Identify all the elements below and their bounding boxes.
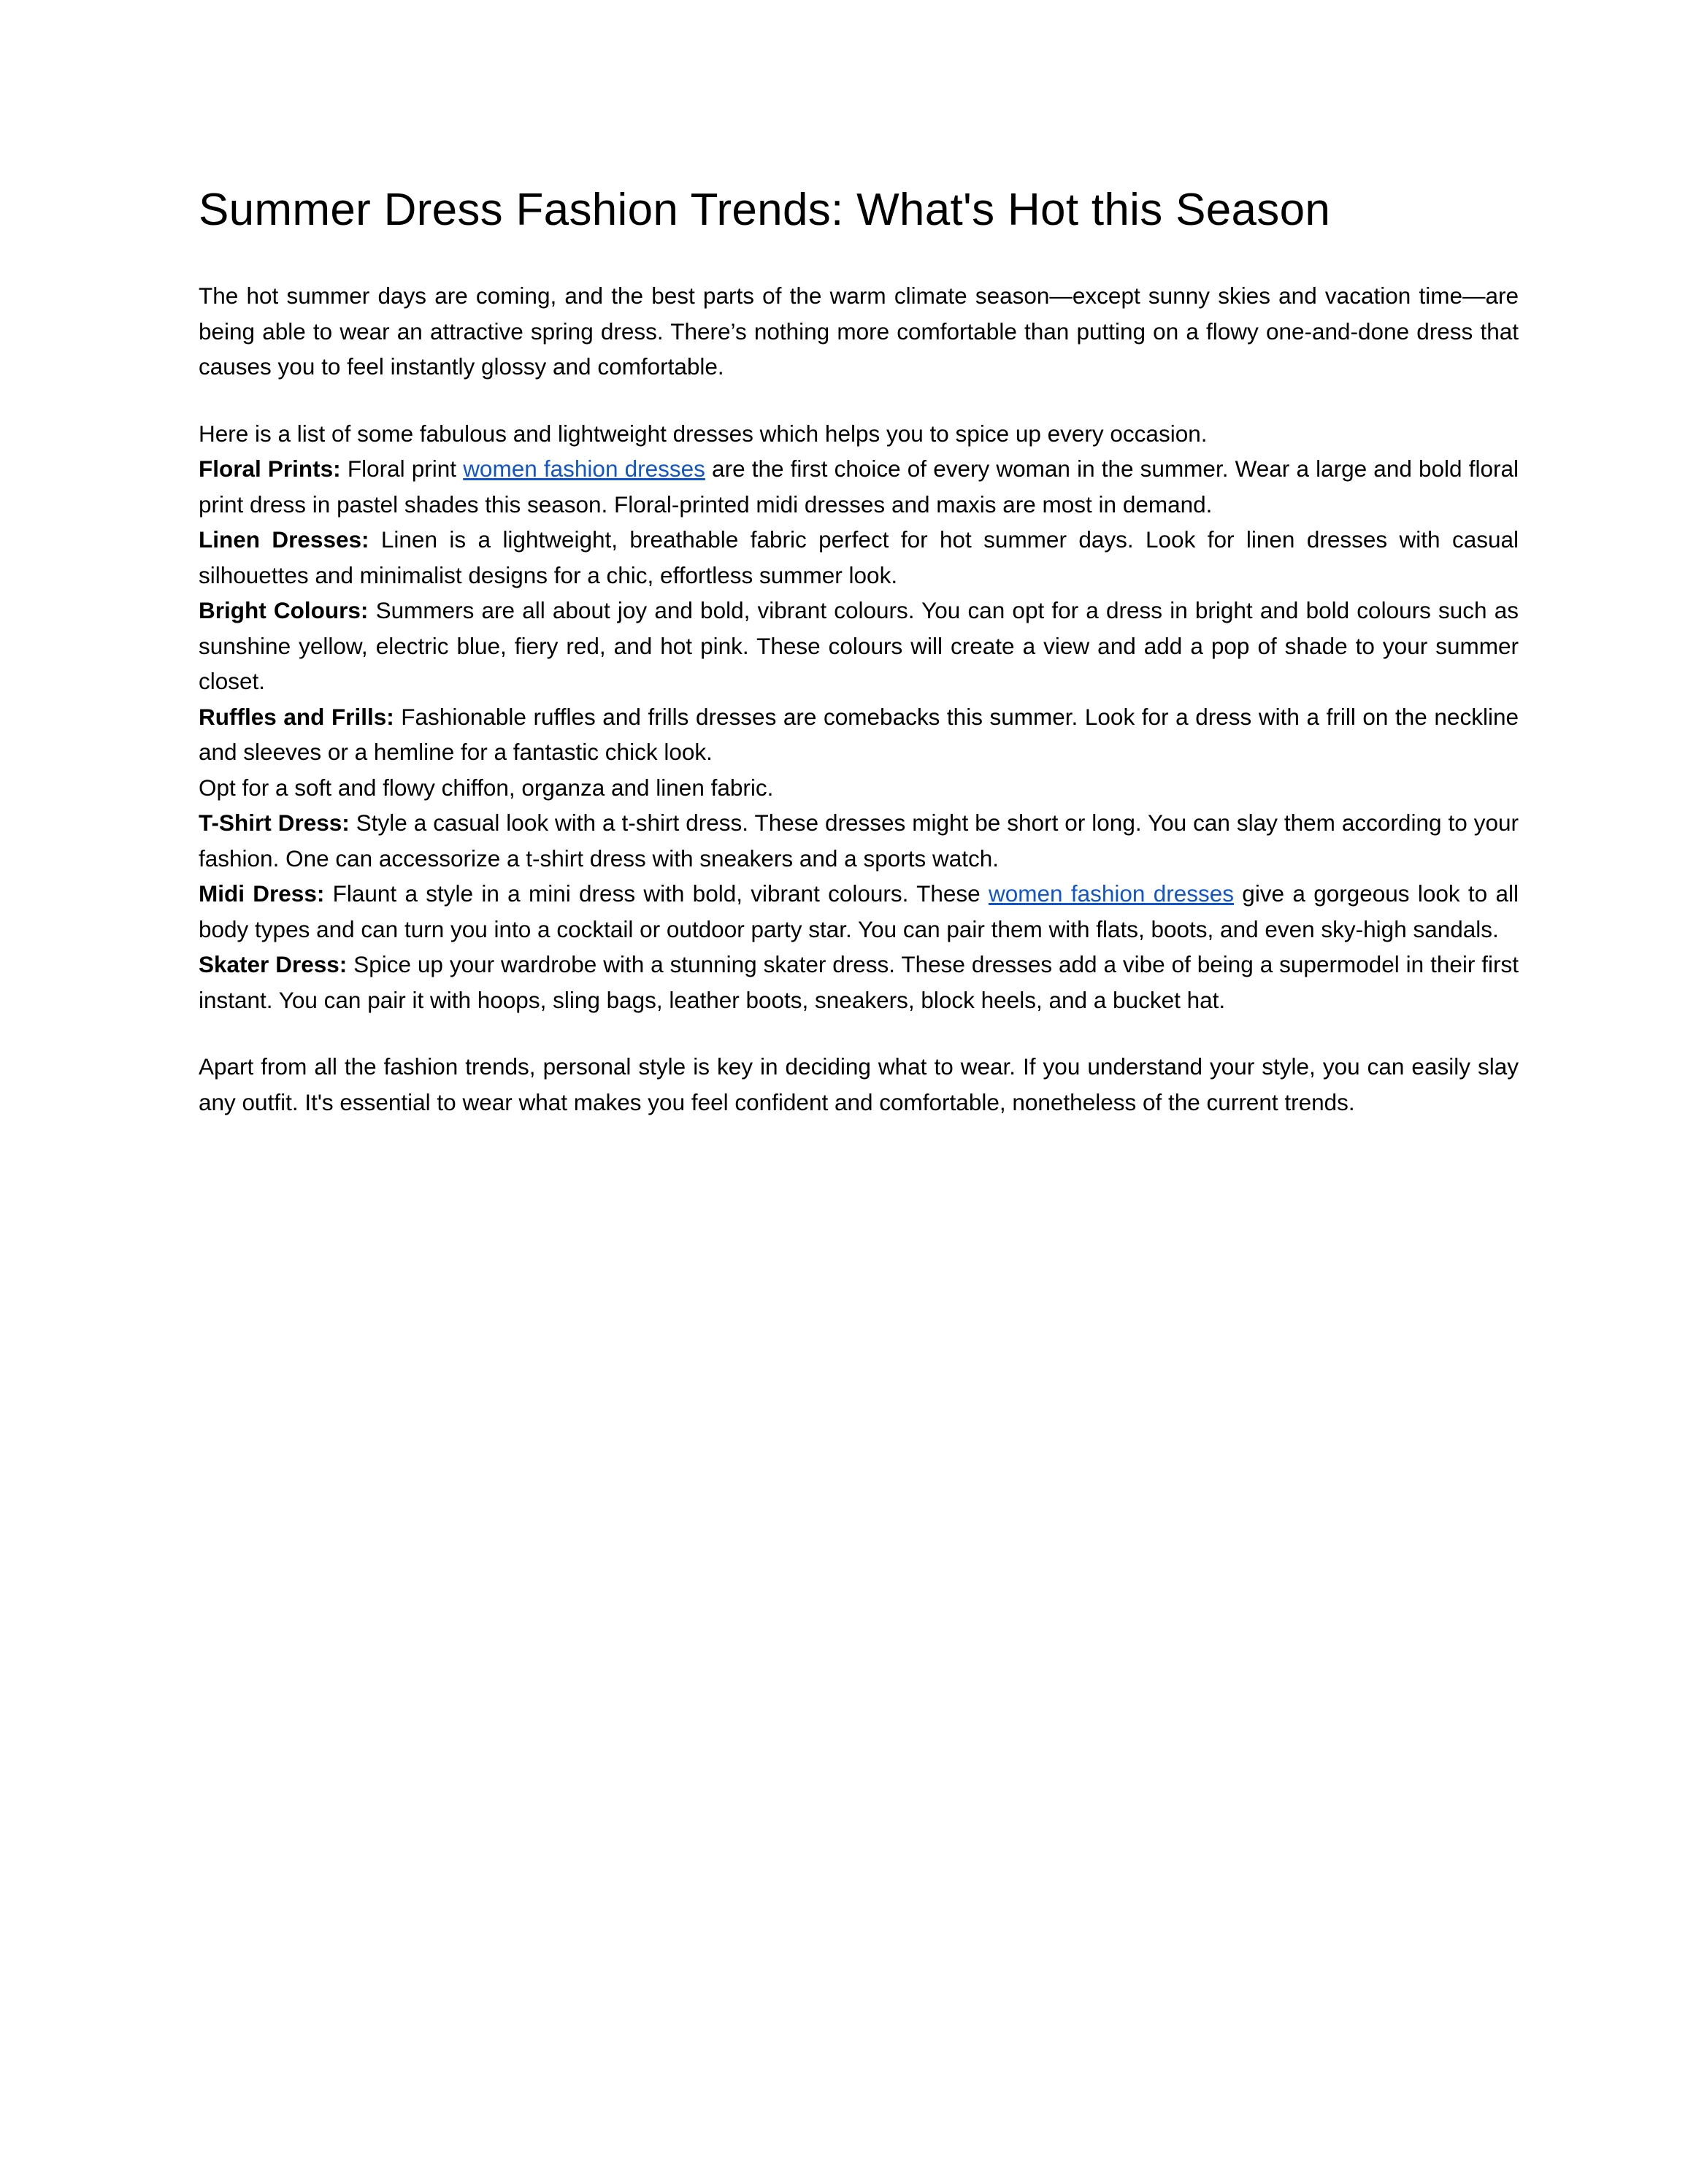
- trend-label-midi-dress: Midi Dress:: [199, 880, 325, 907]
- trend-text-ruffles-frills: Fashionable ruffles and frills dresses are comebacks this summer. Look for a dress with a frill on the neckline and sleeves or a hemline for a fantastic chick look.: [199, 703, 1519, 766]
- trend-text-bright-colours: Summers are all about joy and bold, vibrant colours. You can opt for a dress in bright and bold colours such as sunshine yellow, electric blue, fiery red, and hot pink. These colours will create a view and add a pop of shade to your summer closet.: [199, 597, 1519, 695]
- women-fashion-dresses-link-1[interactable]: women fashion dresses: [463, 455, 705, 482]
- trend-item-ruffles-frills: [199, 699, 1519, 770]
- trend-item-linen: [199, 522, 1519, 593]
- women-fashion-dresses-link-2[interactable]: women fashion dresses: [988, 880, 1234, 907]
- paragraph-spacer: [199, 385, 1519, 416]
- list-intro-paragraph: Here is a list of some fabulous and lightweight dresses which helps you to spice up every occasion.: [199, 420, 1208, 447]
- trend-label-floral: Floral Prints:: [199, 455, 341, 482]
- trend-label-tshirt-dress: T-Shirt Dress:: [199, 810, 350, 837]
- closing-paragraph: Apart from all the fashion trends, personal style is key in deciding what to wear. If you understand your style, you can easily slay any outfit. It's essential to wear what makes you feel confident and comfortable, nonetheless of the current trends.: [199, 1053, 1519, 1115]
- trend-item-bright-colours: [199, 593, 1519, 699]
- trend-text-floral-before: Floral print: [340, 455, 464, 482]
- trend-text-tshirt-dress: Style a casual look with a t-shirt dress. These dresses might be short or long. You can slay them according to your fashion. One can accessorize a t-shirt dress with sneakers and a sports watch.: [199, 810, 1519, 872]
- trend-item-skater-dress: [199, 947, 1519, 1018]
- trend-item-floral: [199, 451, 1519, 522]
- trend-text-midi-before: Flaunt a style in a mini dress with bold, vibrant colours. These: [324, 880, 989, 907]
- page-title: Summer Dress Fashion Trends: What's Hot this Season: [199, 185, 1331, 235]
- trend-label-skater-dress: Skater Dress:: [199, 951, 348, 978]
- intro-paragraph: The hot summer days are coming, and the best parts of the warm climate season—except sunny skies and vacation time—are being able to wear an attractive spring dress. There’s nothing more comfortable than putting on a flowy one-and-done dress that causes you to feel instantly glossy and comfortable.: [199, 282, 1519, 380]
- trend-item-midi-dress: [199, 876, 1519, 947]
- trend-text-linen: Linen is a lightweight, breathable fabric perfect for hot summer days. Look for linen dresses with casual silhouettes and minimalist designs for a chic, effortless summer look.: [199, 526, 1519, 588]
- trend-text-skater-dress: Spice up your wardrobe with a stunning skater dress. These dresses add a vibe of being a supermodel in their first instant. You can pair it with hoops, sling bags, leather boots, sneakers, block heels, and a bucket hat.: [199, 951, 1519, 1013]
- fabric-note: Opt for a soft and flowy chiffon, organza and linen fabric.: [199, 774, 774, 801]
- trend-item-tshirt-dress: [199, 805, 1519, 876]
- trend-label-linen: Linen Dresses:: [199, 526, 369, 553]
- trend-text-floral-after: are the first choice of every woman in the summer. Wear a large and bold floral print dress in pastel shades this season. Floral-printed midi dresses and maxis are most in demand.: [199, 455, 1519, 518]
- trend-label-ruffles-frills: Ruffles and Frills:: [199, 703, 394, 730]
- trend-label-bright-colours: Bright Colours:: [199, 597, 369, 624]
- paragraph-spacer-2: [199, 1018, 1519, 1049]
- trend-text-midi-after: give a gorgeous look to all body types and can turn you into a cocktail or outdoor party star. You can pair them with flats, boots, and even sky-high sandals.: [199, 880, 1519, 942]
